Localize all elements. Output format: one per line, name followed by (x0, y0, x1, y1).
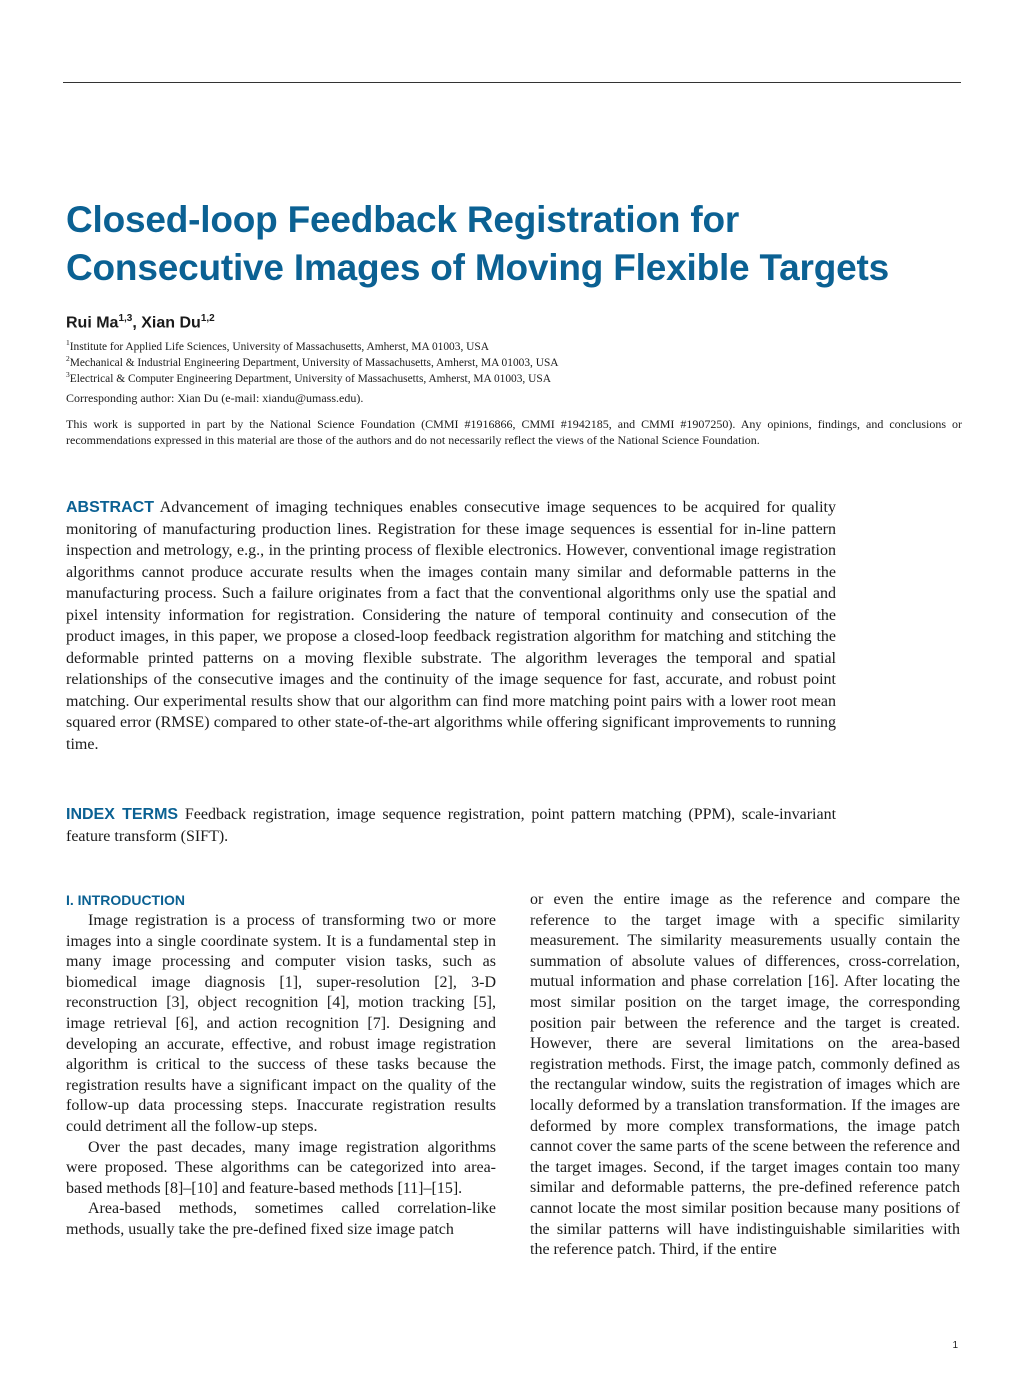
intro-paragraph-1: Image registration is a process of transforming two or more images into a single coordinate system. It is a fundamental step in many image processing and computer vision tasks, such as biomedical image diagnosis [1], super-resolution [2], 3-D reconstruction [3], object recognition [4], motion tracking [5], image retrieval [6], and action recognition [7]. Designing and developing an accurate, effective, and robust image registration algorithm is critical to the success of these tasks because the registration results have a significant impact on the quality of the follow-up data processing steps. Inaccurate registration results could detriment all the follow-up steps. (66, 912, 496, 1135)
affiliation-3-mark: 3 (66, 370, 70, 379)
left-column (66, 890, 496, 1241)
right-column (530, 890, 960, 1261)
abstract-text: Advancement of imaging techniques enables consecutive image sequences to be acquired for quality monitoring of manufacturing production lines. Registration for these image sequences is essential for in-line pattern inspection and metrology, e.g., in the printing process of flexible electronics. However, conventional image registration algorithms cannot produce accurate results when the images contain many similar and deformable patterns in the manufacturing process. Such a failure originates from a fact that the conventional algorithms only use the spatial and pixel intensity information for registration. Considering the nature of temporal continuity and consecution of the product images, in this paper, we propose a closed-loop feedback registration algorithm for matching and stitching the deformable printed patterns on a moving flexible substrate. The algorithm leverages the temporal and spatial relationships of the consecutive images and the continuity of the image sequence for fast, accurate, and robust point matching. Our experimental results show that our algorithm can find more matching point pairs with a lower root mean squared error (RMSE) compared to other state-of-the-art algorithms while offering significant improvements to running time. (66, 499, 836, 753)
paper-title (66, 196, 966, 292)
intro-paragraph-3: Area-based methods, sometimes called correlation-like methods, usually take the pre-defined fixed size image patch (66, 1200, 496, 1238)
corresponding-author: Corresponding author: Xian Du (e-mail: xiandu@umass.edu). (66, 391, 364, 405)
header-rule (63, 82, 961, 83)
affiliation-3-text: Electrical & Computer Engineering Department, University of Massachusetts, Amherst, MA 01003, USA (69, 372, 551, 385)
author-2-name: Xian Du (141, 314, 201, 332)
abstract-label: ABSTRACT (66, 499, 154, 516)
index-terms-label: INDEX TERMS (66, 806, 179, 823)
title-line-2: Consecutive Images of Moving Flexible Targets (66, 247, 890, 288)
affiliation-2-text: Mechanical & Industrial Engineering Department, University of Massachusetts, Amherst, MA 01003, USA (69, 356, 559, 369)
author-1-affil: 1,3 (118, 313, 133, 324)
index-terms (66, 804, 836, 847)
affiliation-1-mark: 1 (66, 338, 70, 347)
intro-paragraph-3-cont: or even the entire image as the reference and compare the reference to the target image with a specific similarity measurement. The similarity measurements usually contain the summation of absolute values of differences, cross-correlation, mutual information and phase correlation [16]. After locating the most similar position on the target image, the corresponding position pair between the reference and the target is created. However, there are several limitations on the area-based registration methods. First, the image patch, commonly defined as the rectangular window, suits the registration of images which are locally deformed by a translation transformation. If the images are deformed by more complex transformations, the image patch cannot cover the same parts of the scene between the reference and the target images. Second, if the target images contain too many similar and deformable patterns, the pre-defined reference patch cannot locate the most similar position because many positions of the similar patterns will have indistinguishable similarities with the reference patch. Third, if the entire (530, 891, 960, 1259)
author-list: Rui Ma$^{1,3}$, Xian Du$^{1,2}$ (66, 313, 215, 332)
author-2-affil: 1,2 (200, 313, 215, 324)
affiliation-3 (66, 367, 966, 387)
index-terms-text: Feedback registration, image sequence registration, point pattern matching (PPM), scale-invariant feature transform (SIFT). (66, 806, 837, 845)
intro-paragraph-2: Over the past decades, many image registration algorithms were proposed. These algorithms can be categorized into area-based methods [8]–[10] and feature-based methods [11]–[15]. (66, 1138, 496, 1197)
title-line-1: Closed-loop Feedback Registration for (66, 199, 740, 240)
affiliation-1-text: Institute for Applied Life Sciences, University of Massachusetts, Amherst, MA 01003, USA (69, 340, 489, 353)
funding-note: This work is supported in part by the National Science Foundation (CMMI #1916866, CMMI #1942185, and CMMI #1907250). Any opinions, findings, and conclusions or recommendations expressed in this material are those of the authors and do not necessarily reflect the views of the National Science Foundation. (66, 417, 962, 447)
intro-heading: I. INTRODUCTION (66, 892, 185, 908)
abstract (66, 497, 836, 755)
author-1-name: Rui Ma (66, 314, 119, 332)
page-number: 1 (952, 1340, 958, 1351)
affiliation-2-mark: 2 (66, 354, 70, 363)
